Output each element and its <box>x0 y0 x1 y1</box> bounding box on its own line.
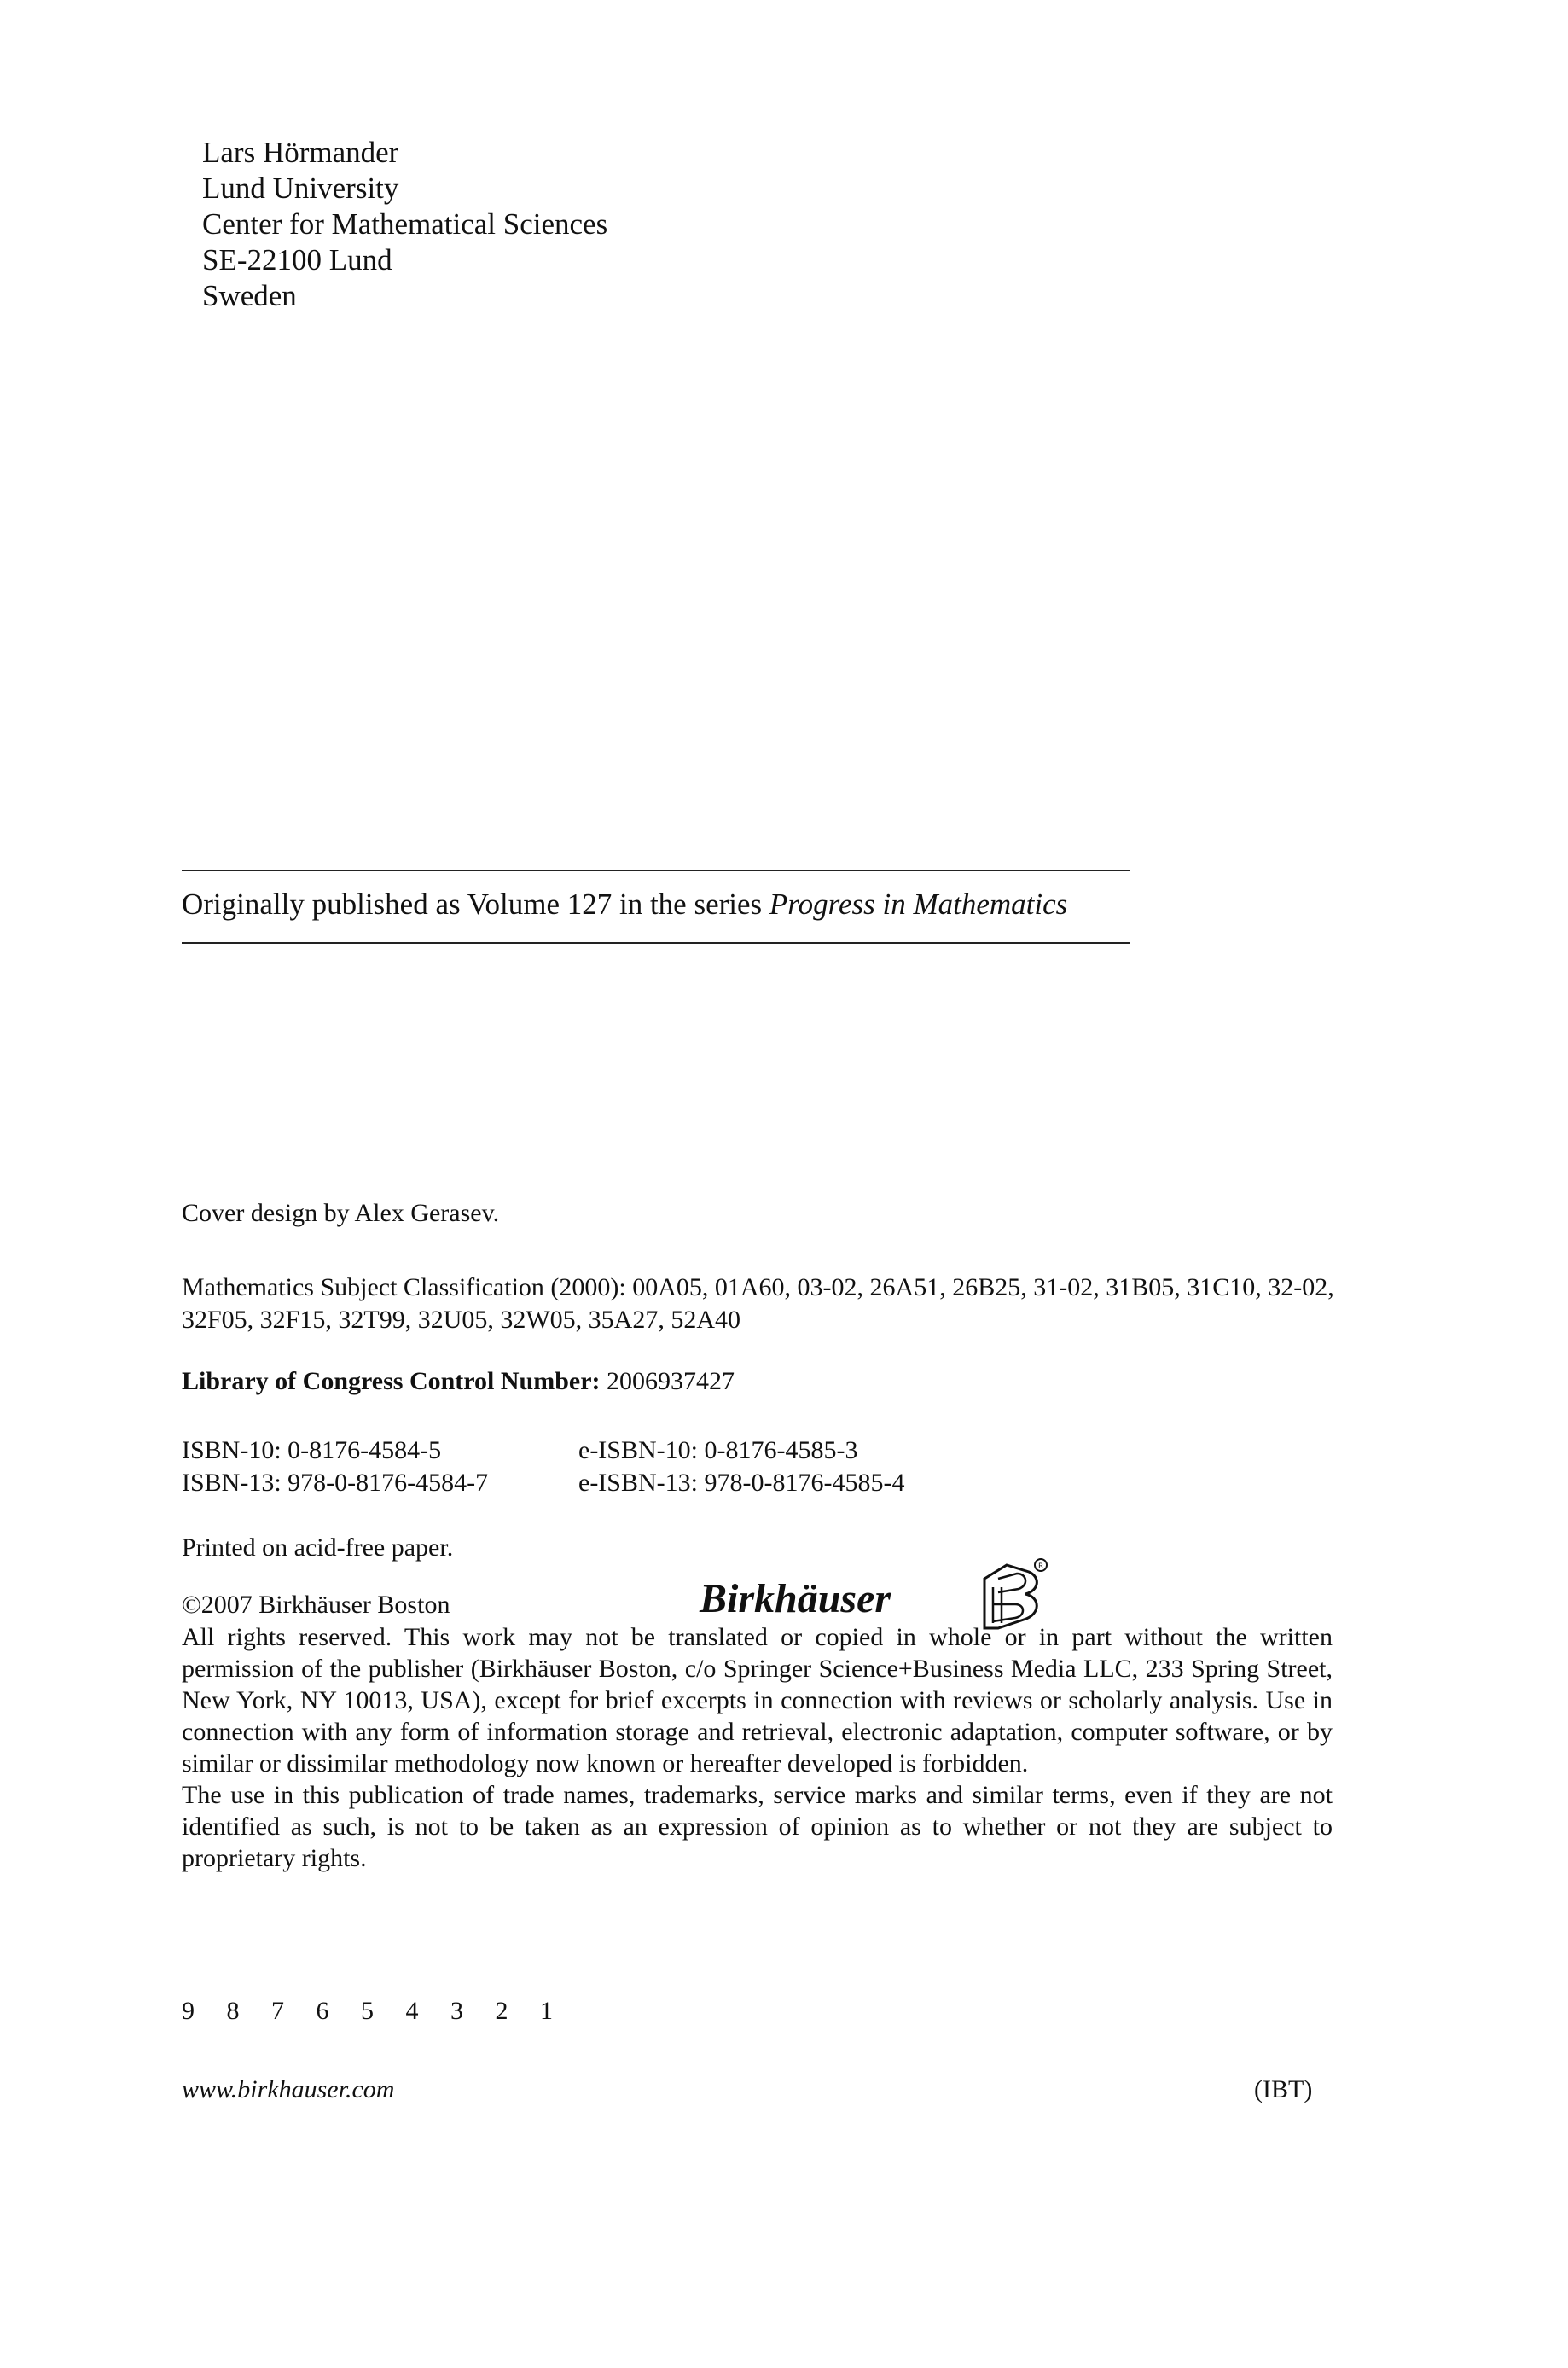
isbn-10: ISBN-10: 0-8176-4584-5 <box>182 1436 442 1464</box>
cover-design-credit: Cover design by Alex Gerasev. <box>182 1199 500 1227</box>
subject-classification: Mathematics Subject Classification (2000): 00A05, 01A60, 03-02, 26A51, 26B25, 31-02, 31B05, 31C10, 32-02, 32F05, 32F15, 32T99, 32U05, 32W05, 35A27, 52A40 <box>182 1273 1334 1334</box>
series-title: Progress in Mathematics <box>769 887 1068 921</box>
lccn-label: Library of Congress Control Number: <box>182 1367 601 1395</box>
rights-statement <box>182 1621 1333 1874</box>
series-rule-top <box>182 870 1130 871</box>
printer-code: (IBT) <box>1254 2075 1313 2103</box>
series-prefix: Originally published as Volume 127 in the series <box>182 887 769 921</box>
svg-text:R: R <box>1038 1562 1044 1571</box>
lccn <box>182 1365 735 1398</box>
rights-paragraph: The use in this publication of trade names, trademarks, service marks and similar terms, even if they are not identified as such, is not to be taken as an expression of opinion as to whether or not they are subject to proprietary rights. <box>182 1781 1333 1872</box>
address-line: Center for Mathematical Sciences <box>202 207 608 241</box>
publisher-website: www.birkhauser.com <box>182 2075 395 2103</box>
author-address <box>202 135 607 314</box>
isbn-13: ISBN-13: 978-0-8176-4584-7 <box>182 1469 489 1497</box>
address-line: SE-22100 Lund <box>202 243 392 276</box>
printing-line: 9 8 7 6 5 4 3 2 1 <box>182 1997 566 2025</box>
lccn-number: 2006937427 <box>607 1367 735 1395</box>
acid-free-note: Printed on acid-free paper. <box>182 1533 454 1562</box>
address-line: Lund University <box>202 172 399 205</box>
address-line: Sweden <box>202 279 297 312</box>
eisbn-13: e-ISBN-13: 978-0-8176-4585-4 <box>578 1469 905 1497</box>
series-note <box>182 887 1067 922</box>
rights-paragraph: All rights reserved. This work may not be translated or copied in whole or in part without the written permission of the publisher (Birkhäuser Boston, c/o Springer Science+Business Media LLC, 233 Spring Street, New York, NY 10013, USA), except for brief excerpts in connection with reviews or scholarly analysis. Use in connection with any form of information storage and retrieval, electronic adaptation, computer software, or by similar or dissimilar methodology now known or hereafter developed is forbidden. <box>182 1623 1333 1777</box>
eisbn-10: e-ISBN-10: 0-8176-4585-3 <box>578 1436 858 1464</box>
publisher-name: Birkhäuser <box>700 1576 891 1621</box>
series-rule-bottom <box>182 942 1130 944</box>
copyright-line: ©2007 Birkhäuser Boston <box>182 1591 450 1619</box>
isbn-block <box>182 1434 904 1499</box>
address-line: Lars Hörmander <box>202 136 399 169</box>
